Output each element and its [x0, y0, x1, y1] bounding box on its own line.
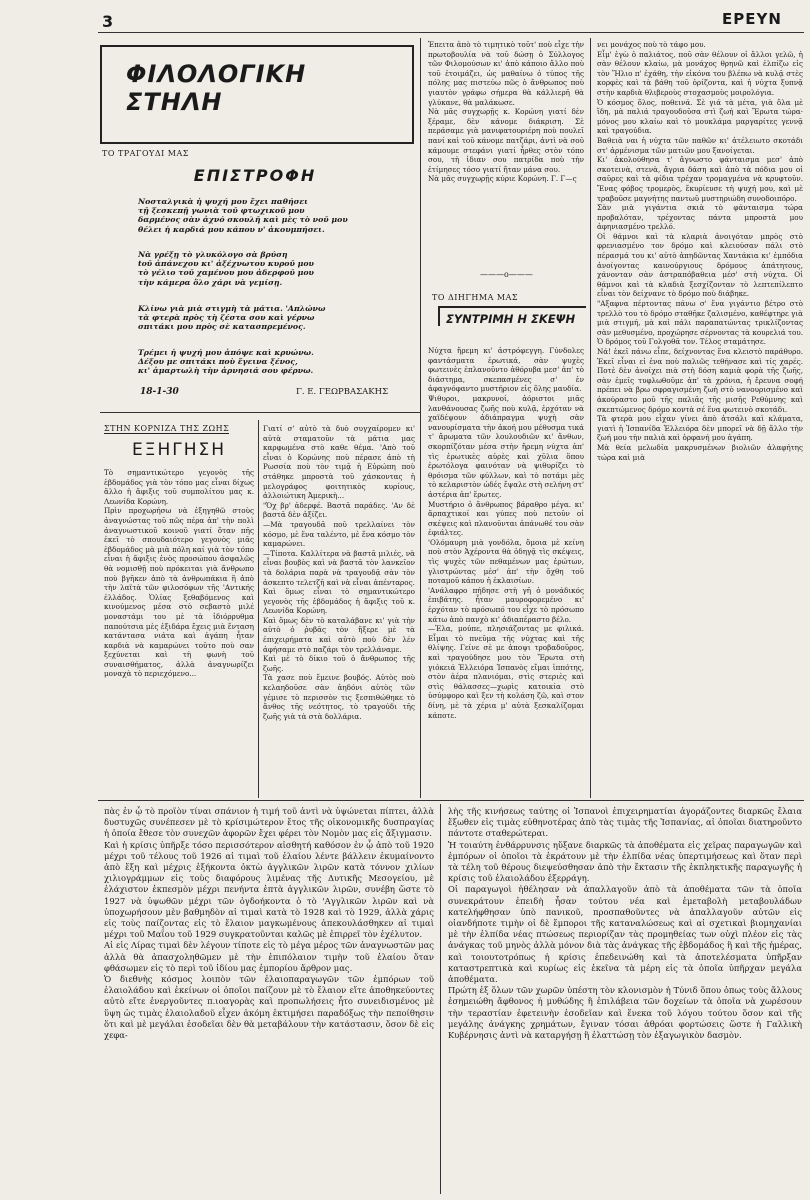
- column-rule-1: [420, 38, 421, 798]
- poem-author: Γ. Ε. ΓΕΩΡΒΑΣΑΚΗΣ: [296, 387, 389, 397]
- story-title: ΣΥΝΤΡΙΜΗ Η ΣΚΕΨΗ: [438, 306, 586, 326]
- poetry-bottom-rule: [100, 412, 420, 413]
- upper-middle-article: Ἐπειτα ἀπὸ τὸ τιμητικὸ τοῦτ' ποὺ εἶχε τὴν πρωτοβουλία νὰ τοῦ δώσῃ ὁ Σύλλογος τῶν Φιλομούσων κι' ἀπὸ κάποιο ἄλλο ποὺ τοῦ ἑτοιμάζει, ὡς μαθαίνω ὁ τύπος τῆς πόλης μας πιστεύω πῶς ὁ ἄνθρωπος ποὺ γιαυτὸν γράφω σήμερα θὰ κάλλιερῆ θὰ γλύκανε, θὰ μαλάκωσε. Νὰ μᾶς συγχωρῇς κ. Κορώνη γιατί δὲν ξέραμε, δὲν κάνομε διάκριση. Σὲ περάσαμε γιὰ μανιφατουριέρη ποὺ πουλεῖ πανί καὶ τοῦ κάνομε πατζάρι, ἀντὶ νὰ σοῦ κάμουμε στεφάνι γιατί ἦρθες στὸν τόπο σου, τὴ ἰδιαν σου πατρίδα ποὺ τὴν ἐτίμησες τόσο γιατί ἤταν μάνα σου. Νὰ μᾶς συγχωρῇς κύριε Κορώνη. Γ. Γ—ς: [428, 40, 584, 184]
- section-title: ΦΙΛΟΛΟΓΙΚΗ ΣΤΗΛΗ: [126, 60, 307, 116]
- paper-name: ΕΡΕΥΝ: [722, 10, 782, 28]
- bottom-section-rule: [98, 800, 804, 801]
- mid-article-text: Τὸ σημαντικώτερο γεγονὸς τῆς ἑβδομάδος γιὰ τὸν τόπο μας εἶναι δίχως ἄλλο ἡ ἄφιξις τοῦ συμπολίτου μας κ. Λεωνίδα Κορώνη. Πρὶν προχωρήσω νὰ ἐξηγηθῶ στοὺς ἀναγνώστας τοῦ πῶς πέρα ἀπ' τὴν πολὶ ἀναγνωστικοῦ κοινοῦ γιατί ὅταν πῆς ἐκεῖ τὸ σπουδαιότερο γεγονὸς μιᾶς ἑβδομάδος μὰ μιὰ πόλη καί γιὰ τὸν τόπο εἶναι ἡ ἄφιξις ἑνὸς προσώπου ἀσφαλῶς θὰ νομισθῇ ποὺ πρόκειται γιὰ ἄνθρωπο ποὺ βγῆκεν ἀπὸ τὰ ἀνθρωπάκια ἢ ἀπὸ τὴν λαϊτὰ τῶν φιλοσόφων τῆς 'Αντικής ἐλλάδος. Ὁλίας ξεθαβόμενος καὶ κινούμενος μέσα στὸ σεβαστὸ μιλέ μοναστάμι του μὲ τὰ ἰδιόρρυθμα παπούτσια μὲς ἐξιδάρα ἔχεις μιὰ ἔνταση κατάντασα νιάτα καὶ ἀγάπη ἦταν καρδιὰ νὰ καμαρώνει τοῦτο ποὺ σαν ξεχύνεται καὶ τὴ φωνὴ τοῦ συναισθήματος, ἀλλὰ ἀναγνωρίζει μοναχὰ τὸ περιεχόμενο...: [104, 468, 254, 679]
- bottom-left-article: πὰς ἐν ᾧ τὸ προϊὸν τίναι σπάνιον ἡ τιμή τοῦ ἀντὶ νὰ ὑψώνεται πίπτει, ἀλλὰ δυστυχῶς συνέπεσεν μὲ τὸ κρίσιμώτερον ἔτος τῆς οἰκονομικῆς δυσπραγίας ἡ ὁποία ἔθεσε τὸν συνεχῶν ἀφορῶν ἔχει φέρει τὸν Νομὸν μας εἰς ἄξιγμασιν. Καὶ ἡ κρίσις ὑπῆρξε τόσο περισσότερον αἰσθητή καθόσον ἐν ᾧ ἀπὸ τοῦ 1920 μέχρι τοῦ τέλους τοῦ 1926 αἱ τιμαὶ τοῦ ἐλαίου λέντε βάλλειν ἐκυμαίνοντο ἀπὸ ἔξη καὶ μέχρις ἑξήκοντα ὀκτὼ ἀγγλικῶν λιρῶν κατὰ τόννον χιλίων χιλιογράμμων εἰς τοὺς διαφόρους λιμένας τῆς Δυτικῆς Μεσογείου, μὲ ἐλάχιστον ἐκπεσμὸν μέχρι πενήντα ἑπτὰ ἀγγλικῶν λιρῶν, συνέβη ὥστε τὸ 1927 νὰ ὑψωθῶν μέχρι τῶν ὀγδοήκοντα ὁ τὸ 'Αγγλικῶν λιρῶν καὶ νὰ ὑποχωρήσουν μὲν βαθμηδὸν αἱ τιμαὶ κατὰ τὸ 1928 καὶ τὸ 1929, ἀλλὰ χάρις εἰς τοὺς παίζοντας εἰς τὸ ἔλαιον μαγκωμένους ἀπεκουλάσθηκεν αἱ τιμαὶ μέχρι τοῦ Μαΐου τοῦ 1929 συγκρατοῦνται καλῶς μὲ ἐπιρρεῖ τὸν ἐχέλυτον. Αἱ εἰς Λίρας τιμαὶ δὲν λέγουν τίποτε εἰς τὸ μέγα μέρος τῶν ἀναγνωστῶν μας ἀλλὰ θὰ ἀπασχοληθῶμεν μὲ τὴν ἐπιπόλαιον τιμὴν τοῦ ἐλαίου ὅταν φθάσωμεν εἰς τὸ περὶ τοῦ ἰδίου μας ἐμπορίου ἄρθρον μας. Ὁ διεθνὴς κόσμος λοιπὸν τῶν ἐλαιοπαραγωγῶν τῶν ἐμπόρων τοῦ ἐλαιολάδου καὶ ἐκείνων οἱ ὁποῖοι παίζουν μὲ τὸ ἔλαιον εἴτε ἀποθηκεύοντες αὐτὸ εἴτε ἐνεργοῦντες π.ιοαγορὰς καὶ προπωλήσεις ἦτο συνειδισμένος μὲ ὕψη ὡς τιμὰς ἐλαιολαδοῦ εἶχεν ἀκόμη ἐκτιμήσει παραδόξως τὴν πεποίθησιν ὅτι καὶ μὲ μεγάλαι ἐσοδεῖαι δὲν θὰ μεταβάλουν τὴν κατάστασιν, ὅσον δὲ εἰς χεφα-: [104, 806, 434, 1041]
- column-rule-mid: [258, 420, 259, 798]
- poetry-section-label: ΤΟ ΤΡΑΓΟΥΔΙ ΜΑΣ: [102, 149, 189, 158]
- story-section-label: ΤΟ ΔΙΗΓΗΜΑ ΜΑΣ: [432, 293, 519, 302]
- mid-article-text-2: Γιατί σ' αὐτὸ τὰ δυὸ συγχαίρομεν κι' αὐτὰ σταματοῦν τὰ μάτια μας καρφωμένα στὸ καθε θέμα. 'Απὸ τοῦ εἶναι ὁ Κορώνης ποὺ πέρασε ἀπὸ τὴ Ρωσσία ποὺ τὸν τιμᾷ ἡ Εὐρώπη ποὺ στάθηκε μπροστὰ τοῦ χάσκοντας ἡ μελογράφος φοιτητικὸς κυρίους, ἀλλοιώτικη Ἀμερικὴ... "Ὀχ βρ' ἀδερφέ. Βαστᾶ παράδες. 'Αν δὲ βαστᾶ δὲν ἀξίζει. —Μὰ τραγουδᾶ ποῦ τρελλαίνει τὸν κόσμο, μὲ ἕνα ταλέντο, μὲ ἕνα κόσμο τὸν καμαρώνει. —Τίποτα. Καλλίτερα νὰ βαστᾶ μιλιές, νὰ εἶναι βουβὸς καὶ νὰ βαστᾶ τὸν λανκεῖον τὰ δολάρια παρὰ νὰ τραγουδᾷ σὰν τὸν ἀσκεπτο τελετζῆ καὶ νὰ εἶναι ἀπένταρος. Καὶ ὅμως εἶναι τὸ σημαντικώτερο γεγονὸς τῆς ἑβδομάδος ἡ ἄφιξις τοῦ κ. Λεωνίδα Κορώνη. Καὶ ὅμως δὲν τὸ καταλάβανε κι' γιὰ τὴν αὐτὸ ὁ ῥυβᾶς τὸν ἤξερε μὲ τὰ ἐπιχειρήματα καὶ αὐτὸ ποὺ δὲν λέν ἀφήσαμε στὸ παζάρι τὸν τρελλάναμε. Καὶ μὲ τὸ δίκιο τοῦ ὁ ἄνθρωπος τῆς ζωῆς. Τὰ χασε ποὺ ἔμεινε βουβός. Αὐτὸς ποὺ κελαηδοῦσε σὰν ἀηδόνι αὐτὸς τῶν γέμισε τὸ περισσὸν τις ξεσπιθώθηκε τὸ ἄνθος τῆς νεότητος, τὸ τραγούδι τῆς ζωῆς γιὰ τὰ στὰ δολλάρια.: [263, 424, 415, 721]
- poem-stanza-2: Νὰ γρέξῃ τὸ γλυκόλογο σὰ βρύση tοῦ ἀπάνεχου κι' ἀξέχνωτου κυροῦ μου τὸ γέλιο τοῦ χαμένου μου ἀδερφοῦ μου τὴν κάμερα ὅλο χάρι νὰ γεμίσῃ.: [138, 250, 314, 287]
- header-rule: [98, 32, 804, 33]
- poem-date: 18-1-30: [140, 387, 179, 397]
- poem-stanza-1: Νοσταλγικὰ ἡ ψυχή μου ἔχει παθήσει τῇ ξεσκεπῇ γωνιὰ τοῦ φτωχικοῦ μου δαρμένος σὰν ἀχνό σκουλῆ καὶ μὲς τὸ νοῦ μου θέλει ἡ καρδιά μου κάπου ν' ἀκουμπήσει.: [138, 197, 348, 234]
- column-rule-2: [590, 38, 591, 798]
- poem-title: ΕΠΙΣΤΡΟΦΗ: [193, 166, 317, 185]
- section-banner: [126, 60, 388, 116]
- separator-mark: ———o———: [480, 270, 533, 279]
- far-right-article: νει μονάχος ποὺ τὸ τάφο μου. Εἶμ' ἐγὼ ὁ παλιάτος, ποῦ σὰν θέλουν οἱ ἄλλοι γελῶ, ἡ σὰν θέλουν κλαίω, μὰ μονάχος θρηνῶ καὶ ἐλπίζω εἰς τὸν Ἥλιο π' ἐχάθη, τὴν εἰκόνα του βλέπω νὰ κυλᾷ στὲς κορφὲς καὶ τὰ βάθη τοῦ ὀρίζοντα, καὶ ἡ νύχτα ξυπνᾷ στὴν καρδιὰ θλιβεροὺς στοχασμοὺς μοιρολόγια. Ὁ κόσμος ὅλος, ποθεινά. Σὲ γιά τὰ μέτα, γιὰ ὅλα μὲ ἴδη, μὰ παλιά τραγουδοῦσα στὶ ζωή καὶ Ἔρωτα τώρα· μόνος μου κλαίω καὶ τὸ μουκλάμα μαργαρίτες γεννᾷ καὶ τραγούδια. Βαθειὰ ναι ἡ νύχτα τῶν παθῶν κι' ἀτέλειωτο σκοτάδι στ' ἀρμένισμα τῶν ματιῶν μου ξανοίγεται. Κι' ἀκολούθησα τ' ἄγνωστο φάνταισμα μεσ' ἀπὸ σκοτεινὰ, στενὰ, ἄγρια δάση καὶ ἀπὸ τὰ πόδια μου οἱ σαῦρες καὶ τὰ φίδια τρέχαν τρομαγμένα νὰ κρυφτοῦν. Ἔνας φόβος τρομερὸς, ἔκυρίευσε τὴ ψυχή μου, καὶ μὲ τραβοῦσε μαγνήτης παντωῦ μυστηριώδη συνοδοιπόρο. Σὰν μιὰ γιγάντια σκιὰ τὸ φάνταισμα τώρα προβαλόταν, τρέχοντας πάντα μπροστὰ μου ἀφηνιασμένο τρελλό. Οἱ θάμνοι καὶ τὰ κλαριὰ ἀνοιγόταν μπρὸς στὸ φρενιασμένο τον δρόμο καὶ κλειούσαν πάλι στὸ πέρασμά του κι' αὐτὸ ἀπηδῶντας Χαντάκια κι' ἐμπόδια ἀνοίγοντας καινούργιους δρόμους ἀπάτητους, χάνονταν σὰν ἀστραπόβαθεια μέσ' στὴ νύχτα. Οἱ θάμνοι καὶ τὰ κλαδιὰ ξεσχίζονταν τὸ λεπτεπίλεπτο εἶναι τὸν δείχνανε τὸ δρόμο ποὺ διάβηκε. "Αξαφνα πέρτοντας πάνω σ' ἕνα γιγάντιο βέτρο στὸ τρελλὸ του τὸ δρόμο σταθῆκε ζαλισμένο, καθέφτηρε γιὰ μιὰ στιγμή, μὰ καὶ πάλι παραπατώντας τρικλίζοντας σὰν μεθυσμένο, προχώρησε σέρνοντας τὰ κουρελιά του. Ὁ δρόμος τοῦ Γολγοθᾶ τον. Τέλος σταμάτησε. Νά! ἐκεῖ πάνω εἶπε, δείχνοντας ἕνα κλειστὸ παράθυρο. Ἐκεῖ εἶναι εἰ ἐνα ποὺ παλιῶς τεθήνασε καὶ τίς χαρές. Ποτὲ δὲν ἀνοίχει πιὰ στὴ δόση καμιὰ φορὰ τῆς ζωῆς, σὰν ἐμεῖς τυφλωθοῦμε ἀπ' τὰ χρόνια, ἡ ἔρευνα σοφή πρέπει νὰ βρω σφραγισμένη ζωὴ στὸ νανουρισμένο καὶ ἀκούραστο μοῦ τῆς παλιᾶς τῆς μισῆς Ρεθύμνης καὶ σκεπτώμενος δρόμο κοντὰ σέ ἕνα φωτεινὸ σκοτάδι. Τὰ φτερὰ μου εἶχαν γίνει ἀπὸ ἀτσάλι καὶ κλάματα, γιατὶ ἡ Ἰσπανίδα Ἑλλειόρα δὲν μπορεῖ νὰ δῇ ἄλλο τὴν ζωή μου τὴν παλιὰ καὶ ὀρφανή μου ἀγάπη. Μὰ θεία μελωδία μακρυσμένων βιολιῶν ἀλαφήτης τώρα καὶ μιὰ: [597, 40, 803, 462]
- page-number: 3: [102, 12, 114, 31]
- mid-article-title: ΕΞΗΓΗΣΗ: [131, 440, 227, 460]
- story-text: Νύχτα ἤρεμη κι' ἀστρόφεγγη. Γύνδολες φαντάσματα ἐρωτικά, σὰν ψυχὲς φωτεινὲς ἐπλανοῦντο ἀθόρυβα μεσ' ἀπ' τὸ διάστημα, σκεπασμένες σ' ἐν ἀφαγνόφαντο μυστήριον εἰς ὅλης μαυδία. Ψιθυροι, μακρυνοί, ἀόριστοι μιᾶς λανθάνουσας ζωῆς ποὺ κυλᾷ, ἐρχόταν νὰ χαϊδέψουν ἀδιάπραγμα ψυχὴ σὰν νανουρίσματα τὴν ἀκοή μου μέθυσμα τικά τ' ἄρωματα τῶν λουλουδιῶν κι' ἄνθων, σκορπίζόταν μέσα στὴν ἤρεμη νύχτα ἀπ' τὶς ἐρωτικὲς αὐρὲς καὶ χῦλια ὅπου ἐρωτόλογα φαινόταν νὰ ψιθυρίζει τὸ θρόισμα τῶν φύλλων, καὶ τὸ ποτάμι μὲς τὸ κελαριστὸν ὠδές ἔψαλε στὴ σελήνη στ' ἀστέρια ἀπ' ἔρωτες. Μυστήριο ὁ ἄνθρωπος βάραθρο μέγα. κι' ἄρπαχτικοί και γύπες ποὺ πετοῦν οἱ σκέψεις καὶ πλανοῦνται ἀπάνωθέ του σὰν ἐφιάλτες. 'Ολόμαυρη μιὰ γονδόλα, ὅμοια μὲ κείνη ποὺ στὸν Ἀχέροντα θὰ ὁδηγᾷ τὶς σκέψεις, τὶς ψυχὲς τῶν πεθαμένων μας ἐρώτων, γλιστρώντας μέσ' ἀπ' τὴν ὄχθη τοῦ ποταμοῦ κάπου ἡ ἐκλαισίων. 'Ανάλαφρο πήδησε στὴ γῆ ὁ μονάδικός ἐπιβάτης. ἦταν μαυροφορεμένο κι' ἐρχόταν τὸ πρόσωπό του εἶχε τὸ πρόσωπο κάτω ἀπὸ πανχὸ κι' ἀδιαπέραστο βέλο. —Ἐλα, μούπε, πλησιάζοντας με φιλικά. Εἶμαι τὸ πνεῦμα τῆς νύχτας καὶ τῆς θλίψης. Γείνε σὲ με ἀποψι τροβαδοῦρος, καὶ τραγούδησε μου τὸν Ἔρωτα στὴ γιόκειά Ἑλλειόρα Ἰσπανὸς εἴμαι ἱππότης, στὸν ἀέρα πλανιόμαι, στὶς στεριὲς καὶ στὶς θάλασσες—χωρὶς κατοικία στὸ ὑσύμφορο καὶ ξεν τὴ κολάση ζῶ, καὶ στον δίνη, μὲ τὰ χέρια μ' αὐτὰ ξεσκαλίζομαι κάποτε.: [428, 346, 584, 720]
- mid-section-label: ΣΤΗΝ ΚΟΡΝΙΖΑ ΤΗΣ ΖΩΗΣ: [104, 424, 230, 433]
- poem-stanza-4: Τρέμει ἡ ψυχή μου ἀπόψε καὶ κρυώνω. Δέξου με σπιτάκι ποὺ ἔγεινα ξένος, κι' ἁμαρτωλὴ τὴν ἀρνησιά σου φέρνω.: [138, 348, 314, 376]
- bottom-right-article: λὴς τῆς κινήσεως ταύτης οἱ Ἰσπανοὶ ἐπιχειρηματίαι ἀγοράζοντες διαρκῶς ἔλαια ἔξωθεν εἰς τιμὰς εὐθηνοτέρας ἀπὸ τὰς τιμὰς τῆς Ἰσπανίας, αἱ ὁποῖαι διατηροῦντο πάντοτε σταθερώτεραι. Ἡ τοιαύτη ἐνθάρρυνσις ηὔξανε διαρκῶς τὰ ἀποθέματα εἰς χεῖρας παραγωγῶν καὶ ἐμπόρων οἱ ὁποῖοι τὰ ἐκράτουν μὲ τὴν ἐλπίδα νέας ὑπερτιμήσεως καὶ ὅταν περὶ τὰ τέλη τοῦ θέρους διεψεύσθησαν ἀπὸ τὴν ἔκτασιν τῆς ἐκπληκτικῆς παραγωγῆς ἡ κρίσις τοῦ ἐλαιολάδου ἐξερράγη. Οἱ παραγωγοὶ ἠθέλησαν νὰ ἀπαλλαγοῦν ἀπὸ τὰ ἀποθέματα τῶν τὰ ὁποῖα συνεκράτουν ἐπειδὴ ἦσαν τούτου νέα καὶ ἐμεταβολὴ μεταβουλάδων κατελήφθησαν ὑπὸ πανικοῦ, προσπαθοῦντες νὰ ἀπαλλαγοῦν αὐτῶν εἰς οἱανδήποτε τιμὴν οἱ δὲ ἔμποροι τῆς καταναλώσεως καὶ αἱ σχετικαὶ βιομηχανίαι μὲ τὴν ἐλπίδα νέας πτώσεως περιορίζαν τὰς προμηθείας των οὐχὶ πλέον εἰς τὰς ἀνάγκας τοῦ μηνὸς ἀλλὰ μόνον διὰ τὰς ἀνάγκας τῆς ἑβδομάδος ἢ καὶ τῆς ἡμέρας, καὶ τοιουτοτρόπως ἡ κρίσις ἐπεδεινώθη καὶ τὰ ἀποτελέσματα ὑπῆρξαν καταστρεπτικὰ καὶ κυρίως εἰς ἐκεῖνα τὰ μέρη εἰς τὰ ὁποῖα ὑπῆρχαν μεγάλα ἀποθέματα. Πρώτη ἐξ ὅλων τῶν χωρῶν ὑπέστη τὸν κλονισμὸν ἡ Τύνιδ ὅπου ὁπως τοὺς ἄλλους ἐσημειώθη ἄφθονος ἡ μυθώδης ἢ ἐπιλάβεια τῶν δοχείων τὰ ὁποῖα νὰ χωρέσουν τὴν τεραστίαν ἐφετεινὴν ἐσοδεῖαν καὶ ἕνεκα τοῦ λόγου τούτου ὅσον καὶ τῆς μεγάλης ἀνάγκης χρημάτων, ἔγιναν τόσαι ἀθρόαι φορτώσεις ὥστε ἡ Γαλλικὴ Κυβέρνησις ἀντὶ νὰ καταργήσῃ ἢ ἐλαττώσῃ τὸν ἐξαγωγικὸν δασμὸν.: [448, 806, 802, 1041]
- poem-stanza-3: Κλίνω γιὰ μιὰ στιγμὴ τὰ μάτια. 'Απλώνω τὰ φτερὰ πρὸς τὴ ζέστα σου καὶ γέρνω σπιτάκι μου πρὸς σὲ κατασπρεμένος.: [138, 304, 326, 332]
- bottom-column-rule: [440, 804, 441, 1194]
